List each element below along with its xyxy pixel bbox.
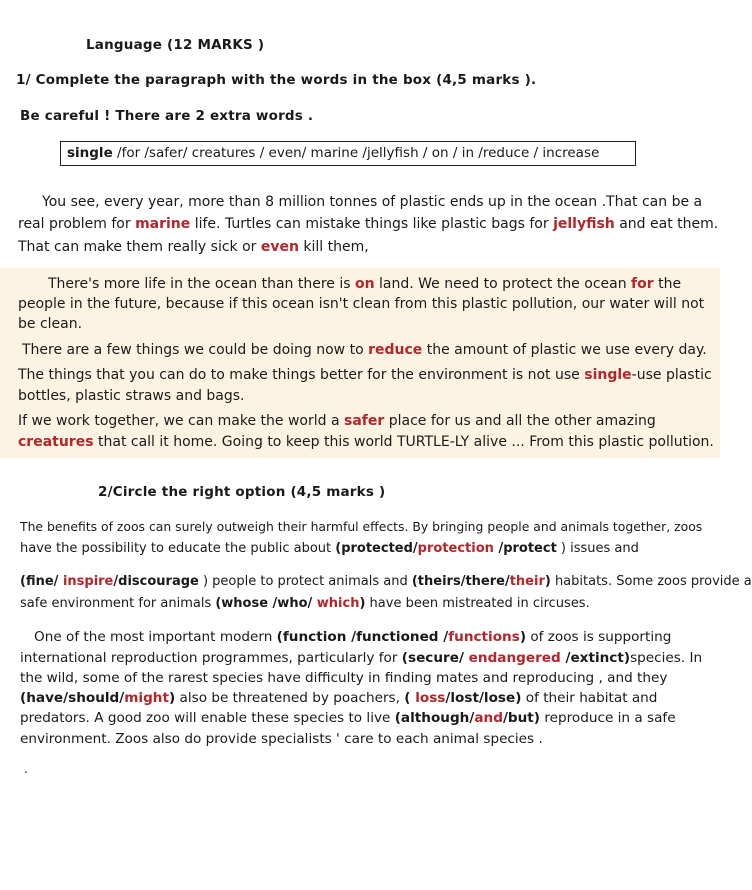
answer-endangered: endangered (468, 650, 561, 666)
answer-marine: marine (135, 216, 191, 232)
language-title: Language (12 MARKS ) (86, 37, 265, 53)
ex2-para2-line1: One of the most important modern (function /functioned /functions) of zoos is supporting (34, 629, 672, 645)
ex2-para2-line5: predators. A good zoo will enable these species to live (although/and/but) reproduce in a safe (20, 710, 676, 726)
ex2-para1-line1: The benefits of zoos can surely outweigh their harmful effects. By bringing people and animals together, zoos (20, 519, 703, 534)
answer-even: even (260, 239, 299, 255)
ex1-para1-line1: You see, every year, more than 8 million tonnes of plastic ends up in the ocean .That can be a (42, 194, 703, 210)
ex2-para2-line6: environment. Zoos also do provide specialists ' care to each animal species . (20, 731, 543, 747)
answer-reduce: reduce (368, 342, 423, 358)
ex1-para2-line2: people in the future, because if this ocean isn't clean from this plastic pollution, our water will not (18, 296, 705, 312)
answer-creatures: creatures (18, 434, 94, 450)
answer-functions: functions (448, 629, 520, 645)
ex1-para1-line3: That can make them really sick or even kill them, (18, 239, 369, 255)
answer-might: might (124, 690, 169, 706)
answer-which: which (316, 596, 360, 611)
answer-and: and (474, 710, 503, 726)
answer-inspire: inspire (62, 574, 114, 589)
answer-single: single (584, 367, 632, 383)
stray-dot: . (24, 762, 28, 776)
ex1-para3-line4: If we work together, we can make the world a safer place for us and all the other amazing (18, 413, 656, 429)
word-box-rest: /for /safer/ creatures / even/ marine /jellyfish / on / in /reduce / increase (112, 145, 600, 161)
word-box-first: single (67, 145, 113, 161)
answer-their: their (509, 574, 545, 589)
word-box (60, 141, 636, 166)
ex1-para2-line3: be clean. (18, 316, 83, 332)
exercise2-title: 2/Circle the right option (4,5 marks ) (98, 484, 386, 500)
ex2-para1-line2: have the possibility to educate the public about (protected/protection /protect ) issues and (20, 541, 639, 556)
ex2-para2-line2: international reproduction programmes, particularly for (secure/ endangered /extinct)species. In (20, 650, 703, 666)
ex1-para3-line1: There are a few things we could be doing now to reduce the amount of plastic we use every day. (22, 342, 707, 358)
ex2-para1-line4: safe environment for animals (whose /who/ which) have been mistreated in circuses. (20, 596, 590, 611)
ex1-para3-line2: The things that you can do to make things better for the environment is not use single-use plastic (18, 367, 712, 383)
exercise1-title: 1/ Complete the paragraph with the words in the box (4,5 marks ). (16, 72, 537, 88)
ex2-para2-line4: (have/should/might) also be threatened by poachers, ( loss/lost/lose) of their habitat and (20, 690, 658, 706)
warning-text: Be careful ! There are 2 extra words . (20, 108, 314, 124)
answer-protection: protection (417, 541, 494, 556)
answer-safer: safer (344, 413, 385, 429)
ex1-para1-line2: real problem for marine life. Turtles can mistake things like plastic bags for jellyfish and eat them. (18, 216, 719, 232)
ex1-para2-line1: There's more life in the ocean than there is on land. We need to protect the ocean for the (48, 276, 682, 292)
answer-for: for (631, 276, 654, 292)
ex2-para1-line3: (fine/ inspire/discourage ) people to protect animals and (theirs/there/their) habitats. Some zoos provide a (20, 574, 752, 589)
answer-jellyfish: jellyfish (553, 216, 615, 232)
ex2-para2-line3: the wild, some of the rarest species have difficulty in finding mates and reproducing , and they (20, 670, 668, 686)
answer-on: on (354, 276, 375, 292)
ex1-para3-line5: creatures that call it home. Going to keep this world TURTLE-LY alive ... From this plastic pollution. (18, 434, 714, 450)
answer-loss: loss (415, 690, 446, 706)
ex1-para3-line3: bottles, plastic straws and bags. (18, 388, 245, 404)
